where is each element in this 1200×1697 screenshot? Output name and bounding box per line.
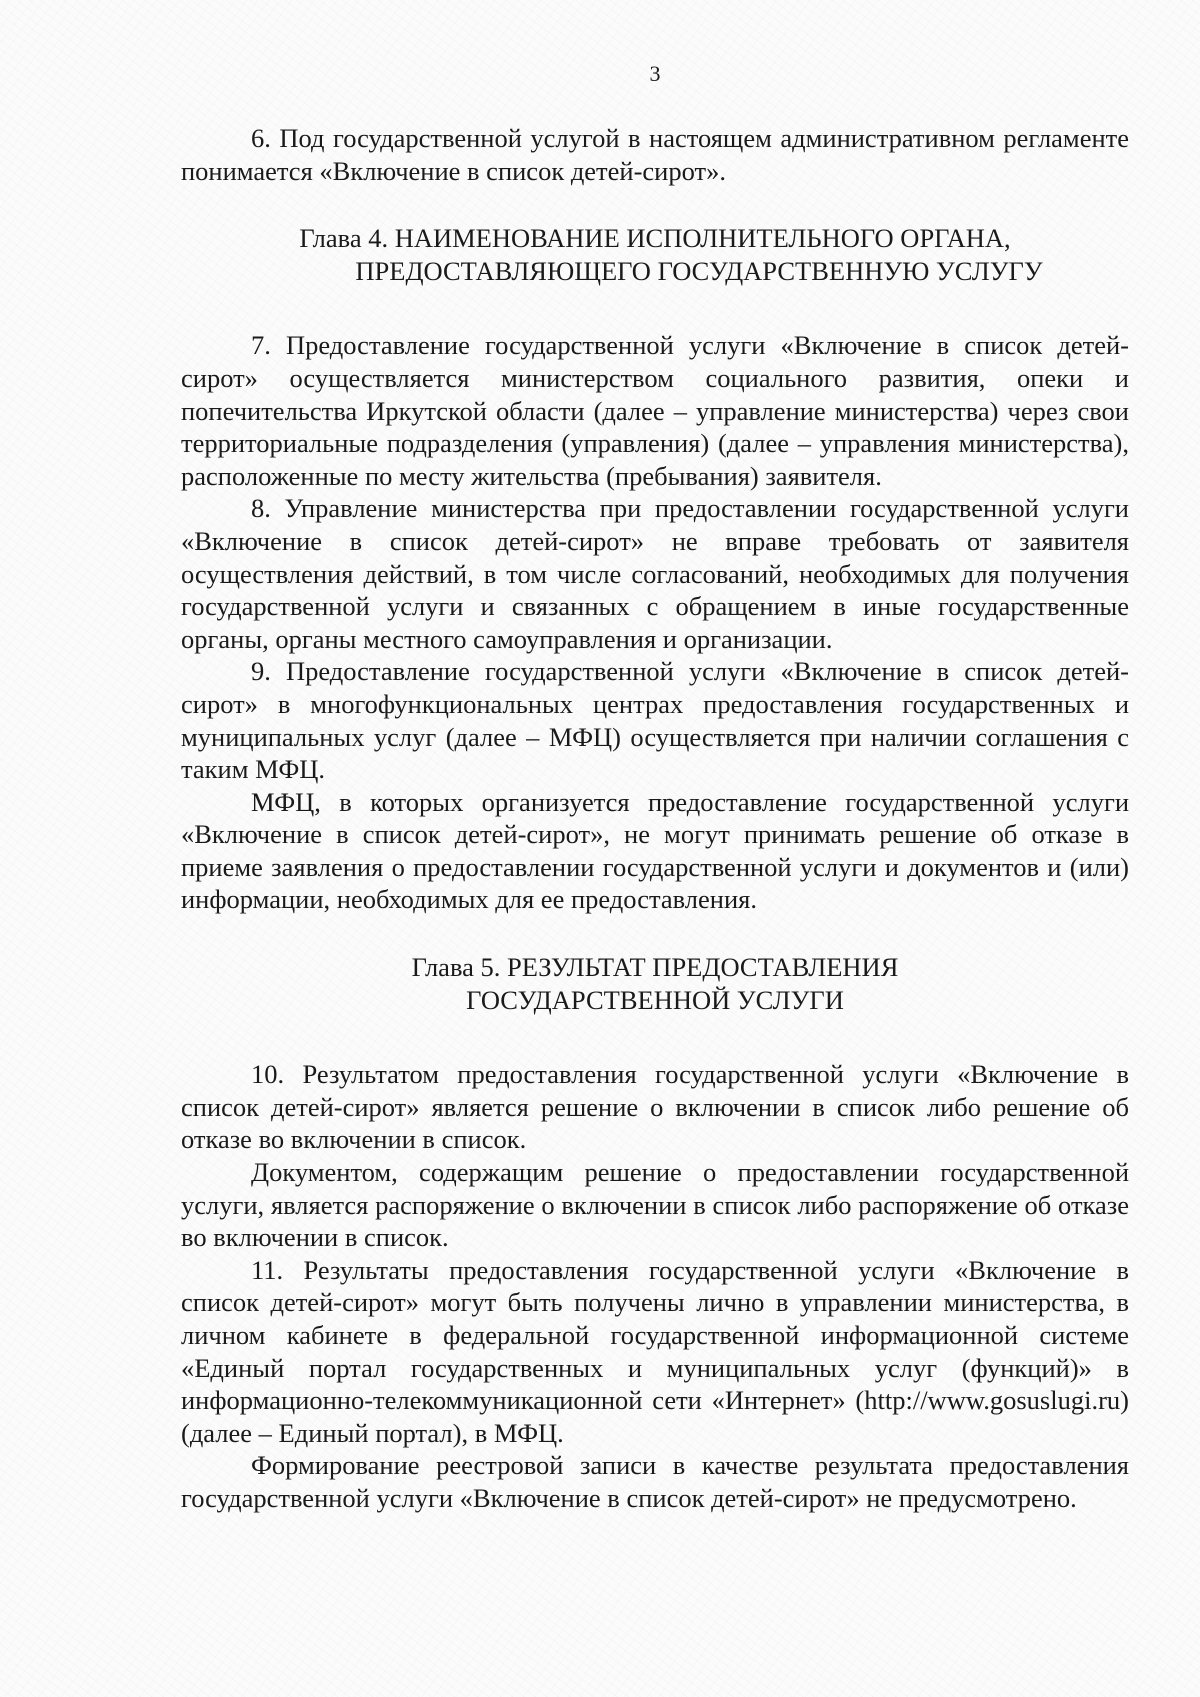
paragraph-11: 11. Результаты предоставления государственной услуги «Включение в список детей-сирот» могут быть получены лично в управлении министерства, в личном кабинете в федеральной государственной информационной системе «Единый портал государственных и муниципальных услуг (функций)» в информационно-телекоммуникационной сети «Интернет» (http://www.gosuslugi.ru) (далее – Единый портал), в МФЦ. (181, 1254, 1129, 1448)
chapter-4-heading (181, 222, 1129, 287)
paragraph-registry: Формирование реестровой записи в качестве результата предоставления государственной услуги «Включение в список детей-сирот» не предусмотрено. (181, 1450, 1129, 1513)
chapter-5-heading-line-1: Глава 5. РЕЗУЛЬТАТ ПРЕДОСТАВЛЕНИЯ (411, 952, 899, 983)
paragraph-10: 10. Результатом предоставления государственной услуги «Включение в список детей-сирот» является решение о включении в список либо решение об отказе во включении в список. (181, 1059, 1129, 1155)
paragraph-document: Документом, содержащим решение о предоставлении государственной услуги, является распоряжение о включении в список либо распоряжение об отказе во включении в список. (181, 1157, 1129, 1253)
chapter-5-heading (181, 951, 1129, 1016)
chapter-5-heading-line-2: ГОСУДАРСТВЕННОЙ УСЛУГИ (466, 984, 844, 1015)
chapter-4-heading-line-1: Глава 4. НАИМЕНОВАНИЕ ИСПОЛНИТЕЛЬНОГО ОРГАНА, (299, 223, 1011, 254)
paragraph-mfc: МФЦ, в которых организуется предоставление государственной услуги «Включение в список детей-сирот», не могут принимать решение об отказе в приеме заявления о предоставлении государственной услуги и документов и (или) информации, необходимых для ее предоставления. (181, 786, 1129, 915)
paragraph-6: 6. Под государственной услугой в настоящем административном регламенте понимается «Включение в список детей-сирот». (181, 123, 1129, 186)
paragraph-7: 7. Предоставление государственной услуги «Включение в список детей-сирот» осуществляется министерством социального развития, опеки и попечительства Иркутской области (далее – управление министерства) через свои территориальные подразделения (управления) (далее – управления министерства), расположенные по месту жительства (пребывания) заявителя. (181, 330, 1129, 491)
paragraph-9: 9. Предоставление государственной услуги «Включение в список детей-сирот» в многофункциональных центрах предоставления государственных и муниципальных услуг (далее – МФЦ) осуществляется при наличии соглашения с таким МФЦ. (181, 656, 1129, 785)
page-number: 3 (649, 61, 661, 86)
chapter-4-heading-line-2: ПРЕДОСТАВЛЯЮЩЕГО ГОСУДАРСТВЕННУЮ УСЛУГУ (355, 255, 1043, 286)
page-content (181, 60, 1129, 1515)
paragraph-8: 8. Управление министерства при предоставлении государственной услуги «Включение в список детей-сирот» не вправе требовать от заявителя осуществления действий, в том числе согласований, необходимых для получения государственной услуги и связанных с обращением в иные государственные органы, органы местного самоуправления и организации. (181, 493, 1129, 654)
